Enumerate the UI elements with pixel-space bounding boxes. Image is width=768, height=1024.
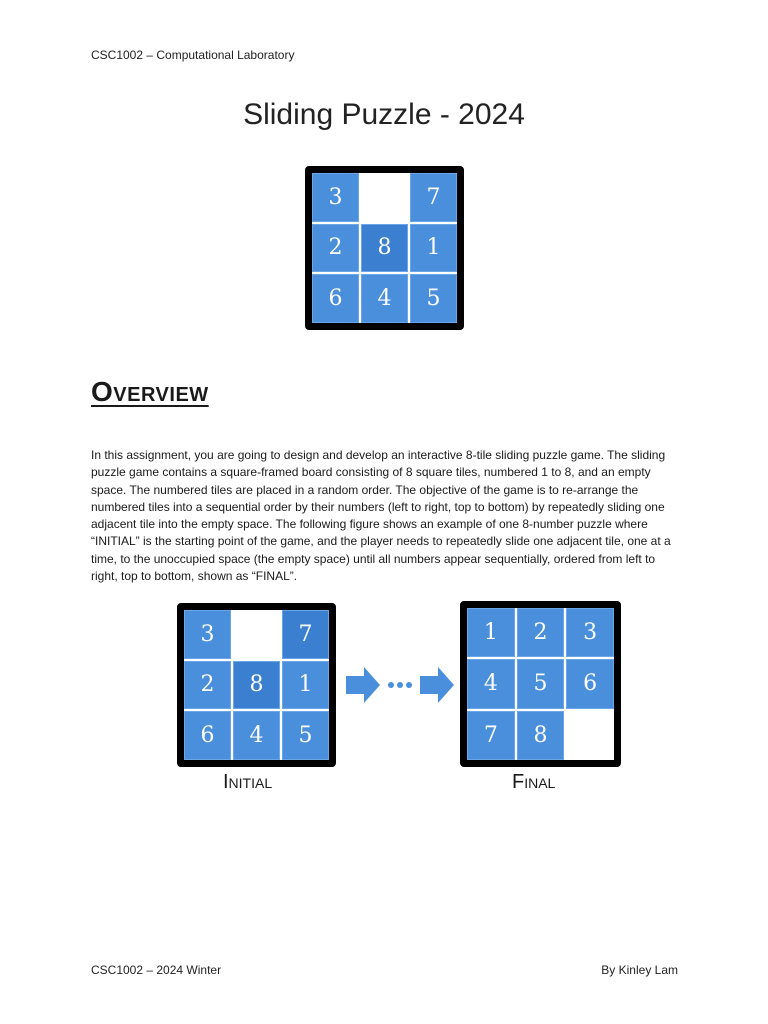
tile: 5 (517, 659, 565, 708)
tile: 7 (282, 610, 329, 659)
empty-tile (566, 711, 614, 760)
tile: 8 (517, 711, 565, 760)
tile: 7 (410, 173, 457, 222)
overview-paragraph: In this assignment, you are going to design and develop an interactive 8-tile sliding puzzle game. The sliding puzzle game contains a square-framed board consisting of 8 square tiles, numbered 1 to 8, and an empty space. The numbered tiles are placed in a random order. The objective of the game is to re-arrange the numbered tiles into a sequential order by their numbers (left to right, top to bottom) by repeatedly sliding one adjacent tile into the empty space. The following figure shows an example of one 8-number puzzle where “INITIAL” is the starting point of the game, and the player needs to repeatedly slide one adjacent tile, one at a time, to the unoccupied space (the empty space) until all numbers appear sequentially, ordered from left to right, top to bottom, shown as “FINAL”. (91, 448, 671, 584)
puzzle-grid-top (312, 173, 457, 323)
label-final: Final (512, 771, 556, 793)
puzzle-grid-final (467, 608, 614, 760)
tile: 6 (312, 274, 359, 323)
empty-tile (361, 173, 408, 222)
dot-icon (406, 682, 412, 688)
label-initial: Initial (223, 771, 273, 793)
tile: 6 (566, 659, 614, 708)
footer-left: CSC1002 – 2024 Winter (91, 963, 222, 977)
tile: 5 (410, 274, 457, 323)
tile: 6 (184, 711, 231, 760)
dot-icon (388, 682, 394, 688)
arrow-right-icon (420, 667, 454, 703)
tile: 1 (410, 224, 457, 273)
dot-icon (397, 682, 403, 688)
tile: 1 (282, 661, 329, 710)
page-title: Sliding Puzzle - 2024 (243, 98, 525, 131)
puzzle-board-top (305, 166, 464, 330)
empty-tile (233, 610, 280, 659)
tile: 4 (361, 274, 408, 323)
tile: 2 (312, 224, 359, 273)
arrow-left-icon (346, 667, 380, 703)
tile: 7 (467, 711, 515, 760)
overview-heading: Overview (91, 376, 209, 407)
puzzle-board-initial (177, 603, 336, 767)
tile: 5 (282, 711, 329, 760)
tile: 2 (517, 608, 565, 657)
tile: 4 (467, 659, 515, 708)
puzzle-board-final (460, 601, 621, 767)
tile: 3 (566, 608, 614, 657)
tile: 8 (361, 224, 408, 273)
tile: 4 (233, 711, 280, 760)
footer-right: By Kinley Lam (601, 963, 678, 977)
header-course: CSC1002 – Computational Laboratory (91, 48, 295, 62)
puzzle-grid-initial (184, 610, 329, 760)
tile: 8 (233, 661, 280, 710)
tile: 3 (312, 173, 359, 222)
tile: 3 (184, 610, 231, 659)
tile: 2 (184, 661, 231, 710)
arrow-dots-icon (344, 664, 456, 706)
tile: 1 (467, 608, 515, 657)
